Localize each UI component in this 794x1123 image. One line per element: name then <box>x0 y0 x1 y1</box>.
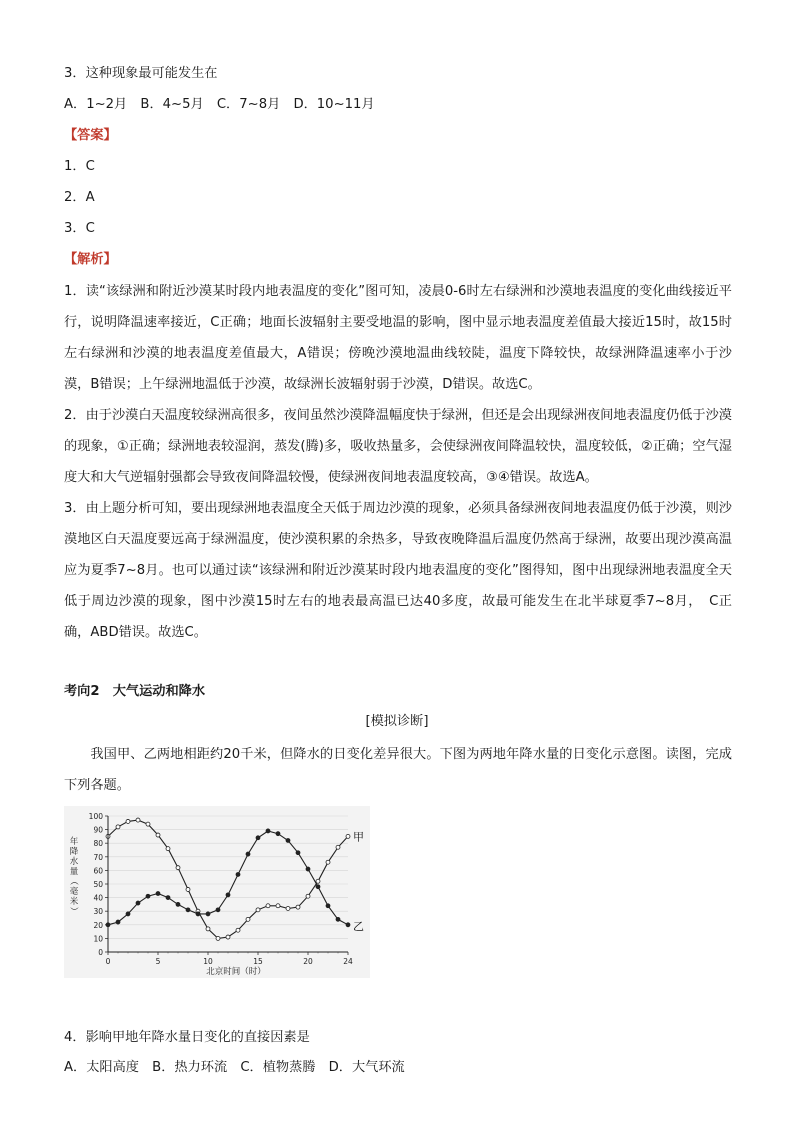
answer-item-1: 1．C <box>64 159 95 174</box>
data-point-jia <box>296 905 300 909</box>
data-point-yi <box>176 902 180 906</box>
x-tick-label: 15 <box>253 957 263 966</box>
question-3-options: A．1~2月 B．4~5月 C．7~8月 D．10~11月 <box>64 97 375 112</box>
data-point-jia <box>136 818 140 822</box>
data-point-yi <box>286 838 290 842</box>
data-point-yi <box>326 904 330 908</box>
section-subtitle: [模拟诊断] <box>365 714 429 729</box>
section-title: 考向2 大气运动和降水 <box>64 684 206 699</box>
data-point-yi <box>236 872 240 876</box>
question-4-options: A．太阳高度 B．热力环流 C．植物蒸腾 D．大气环流 <box>64 1060 405 1075</box>
data-point-yi <box>156 892 160 896</box>
y-axis-label-char: 降 <box>69 847 79 857</box>
data-point-jia <box>246 917 250 921</box>
y-tick-label: 50 <box>93 880 103 889</box>
data-point-yi <box>146 894 150 898</box>
answer-item-3: 3．C <box>64 221 95 236</box>
x-tick-label: 24 <box>343 957 353 966</box>
data-point-yi <box>216 908 220 912</box>
data-point-jia <box>266 904 270 908</box>
y-axis-label-char: 量 <box>69 867 79 877</box>
y-axis-label-char: 水 <box>69 857 79 867</box>
data-point-yi <box>196 912 200 916</box>
data-point-yi <box>136 901 140 905</box>
data-point-yi <box>266 829 270 833</box>
data-point-jia <box>146 822 150 826</box>
data-point-jia <box>236 928 240 932</box>
data-point-jia <box>326 860 330 864</box>
x-tick-label: 20 <box>303 957 313 966</box>
data-point-yi <box>296 851 300 855</box>
y-tick-label: 70 <box>93 852 103 862</box>
data-point-jia <box>216 936 220 940</box>
data-point-jia <box>206 927 210 931</box>
y-tick-label: 80 <box>93 839 103 849</box>
x-tick-label: 5 <box>155 957 161 966</box>
data-point-yi <box>116 920 120 924</box>
data-point-jia <box>126 819 130 823</box>
data-point-jia <box>116 825 120 829</box>
question-4-stem: 4．影响甲地年降水量日变化的直接因素是 <box>64 1030 310 1045</box>
y-tick-label: 100 <box>88 812 103 821</box>
y-axis-label-char: ） <box>68 906 78 916</box>
data-point-yi <box>276 832 280 836</box>
data-point-yi <box>226 893 230 897</box>
data-point-jia <box>176 866 180 870</box>
series-label-jia: 甲 <box>353 830 364 844</box>
data-point-yi <box>316 885 320 889</box>
y-tick-label: 30 <box>93 907 103 917</box>
data-point-jia <box>286 906 290 910</box>
data-point-yi <box>126 912 130 916</box>
data-point-yi <box>336 917 340 921</box>
y-axis-label-char: 米 <box>69 897 79 907</box>
data-point-yi <box>166 896 170 900</box>
analysis-paragraph-2: 2．由于沙漠白天温度较绿洲高很多，夜间虽然沙漠降温幅度快于绿洲，但还是会出现绿洲夜间地表温度仍低于沙漠的现象，①正确；绿洲地表较湿润，蒸发(腾)多，吸收热量多，会使绿洲夜间降温较快，温度较低，②正确；空气湿度大和大气逆辐射强都会导致夜间降温较慢，使绿洲夜间地表温度较高，③④错误。故选A。 <box>64 408 732 485</box>
y-axis-label-char: 年 <box>69 837 79 847</box>
x-tick-label: 10 <box>203 957 213 966</box>
data-point-jia <box>276 904 280 908</box>
y-tick-label: 10 <box>93 934 103 944</box>
data-point-jia <box>186 887 190 891</box>
section-intro: 我国甲、乙两地相距约20千米，但降水的日变化差异很大。下图为两地年降水量的日变化示意图。读图，完成下列各题。 <box>64 747 732 793</box>
question-3-stem: 3．这种现象最可能发生在 <box>64 66 218 81</box>
data-point-jia <box>306 894 310 898</box>
answer-item-2: 2．A <box>64 190 95 205</box>
analysis-label: 【解析】 <box>64 252 117 267</box>
data-point-yi <box>306 867 310 871</box>
analysis-paragraph-1: 1．读“该绿洲和附近沙漠某时段内地表温度的变化”图可知，凌晨0-6时左右绿洲和沙漠地表温度的变化曲线接近平行，说明降温速率接近，C正确；地面长波辐射主要受地温的影响，图中显示地表温度差值最大接近15时，故15时左右绿洲和沙漠的地表温度差值最大，A错误；傍晚沙漠地温曲线较陡，温度下降较快，故绿洲降温速率小于沙漠，B错误；上午绿洲地温低于沙漠，故绿洲长波辐射弱于沙漠，D错误。故选C。 <box>64 284 732 392</box>
y-tick-label: 40 <box>93 893 103 903</box>
data-point-yi <box>256 836 260 840</box>
data-point-yi <box>186 908 190 912</box>
answer-label: 【答案】 <box>64 128 117 143</box>
y-tick-label: 20 <box>93 920 103 930</box>
data-point-yi <box>246 852 250 856</box>
data-point-jia <box>336 845 340 849</box>
data-point-yi <box>346 923 350 927</box>
x-tick-label: 0 <box>105 957 111 966</box>
analysis-paragraph-3: 3．由上题分析可知，要出现绿洲地表温度全天低于周边沙漠的现象，必须具备绿洲夜间地表温度仍低于沙漠，则沙漠地区白天温度要远高于绿洲温度，使沙漠积累的余热多，导致夜晚降温后温度仍然高于绿洲，故要出现沙漠高温应为夏季7~8月。也可以通过读“该绿洲和附近沙漠某时段内地表温度的变化”图得知，图中出现绿洲地表温度全天低于周边沙漠的现象，图中沙漠15时左右的地表最高温已达40多度，故最可能发生在北半球夏季7~8月， C正确，ABD错误。故选C。 <box>64 501 732 640</box>
data-point-jia <box>256 908 260 912</box>
series-label-yi: 乙 <box>353 919 364 933</box>
precipitation-chart <box>64 806 370 978</box>
y-tick-label: 0 <box>98 948 103 957</box>
y-axis-label-char: 毫 <box>69 887 79 897</box>
data-point-yi <box>206 912 210 916</box>
data-point-jia <box>316 879 320 883</box>
data-point-jia <box>166 847 170 851</box>
data-point-jia <box>346 834 350 838</box>
y-tick-label: 90 <box>93 825 103 835</box>
y-axis-label-char: （ <box>68 876 78 886</box>
y-tick-label: 60 <box>93 866 103 876</box>
x-axis-label: 北京时间（时） <box>206 967 266 977</box>
data-point-jia <box>156 833 160 837</box>
y-axis-label <box>68 836 79 915</box>
data-point-jia <box>226 935 230 939</box>
